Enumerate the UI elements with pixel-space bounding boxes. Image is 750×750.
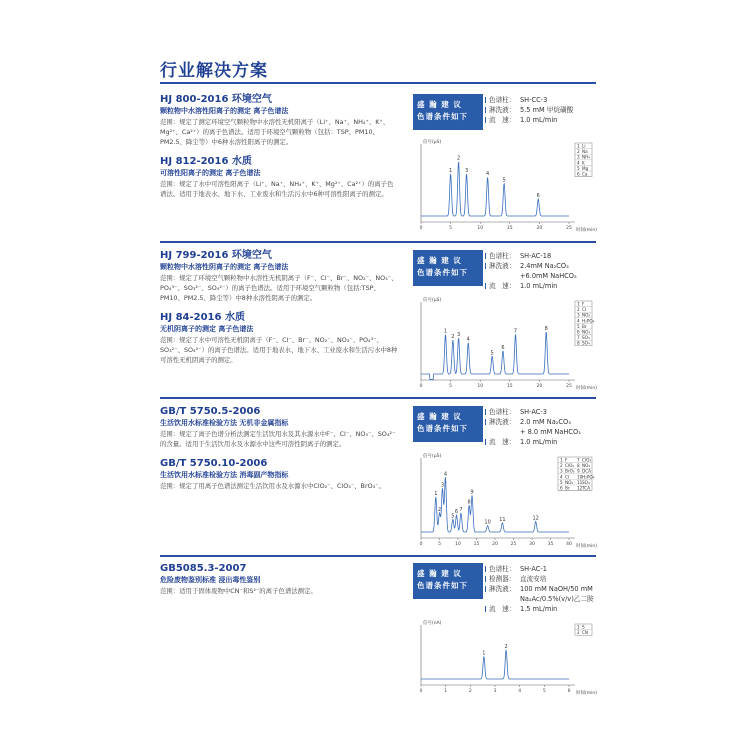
legend-index: 7	[577, 335, 580, 341]
standard-block	[160, 94, 398, 147]
section-hazardous-waste	[160, 563, 597, 696]
conditions-list	[485, 251, 597, 291]
x-tick-label: 5	[449, 384, 453, 389]
section-cation	[160, 94, 596, 238]
chromatogram	[413, 452, 597, 550]
condition-value: SH-CC-3	[520, 96, 548, 104]
legend-entry: F	[565, 457, 568, 463]
legend-entry: NO₂	[582, 312, 591, 318]
legend-index: 4	[560, 474, 563, 480]
peak-label: 9	[470, 489, 474, 496]
badge-line-2: 色谱条件如下	[417, 268, 468, 277]
legend-entry: F	[582, 301, 585, 307]
condition-row	[485, 271, 597, 281]
section-divider	[160, 397, 596, 399]
legend-index: 1	[577, 301, 580, 307]
condition-value: 1.0 mL/min	[520, 438, 558, 446]
x-tick-label: 20	[536, 384, 543, 389]
legend-index: 1	[560, 457, 563, 463]
legend-entry: H₂PO₄	[582, 474, 595, 480]
condition-key: 色谱柱：	[485, 407, 520, 417]
x-tick-label: 5	[449, 226, 453, 231]
chromatogram-svg	[413, 619, 597, 697]
x-tick-label: 20	[492, 542, 498, 547]
x-tick-label: 0	[419, 542, 423, 547]
condition-value: 直流安培	[520, 575, 547, 583]
x-tick-label: 5	[438, 542, 441, 547]
badge-line-1: 盛 瀚 建 议	[417, 412, 462, 421]
conditions-list	[485, 95, 597, 125]
condition-value: 2.4mM Na₂CO₃	[520, 262, 569, 270]
legend-entry: SO₄	[582, 340, 590, 346]
conditions-badge	[413, 563, 483, 599]
x-axis-label: 时间(min)	[576, 386, 597, 391]
peak-label: 1	[482, 650, 486, 657]
legend-entry: K	[582, 160, 585, 166]
peak-label: 2	[456, 155, 461, 162]
condition-value: 1.0 mL/min	[520, 282, 558, 290]
peak-label: 8	[467, 499, 471, 506]
legend-index: 2	[577, 307, 580, 313]
legend-index: 8	[577, 463, 580, 469]
badge-line-1: 盛 瀚 建 议	[417, 569, 462, 578]
peak-label: 1	[434, 491, 438, 497]
legend-entry: ClO₂	[565, 463, 575, 469]
condition-value: Na₂Ac/0.5%(v/v)乙二胺	[520, 595, 594, 603]
condition-key: 淋洗液：	[485, 417, 520, 427]
condition-value: + 8.0 mM NaHCO₃	[520, 428, 581, 436]
condition-value: 1.0 mL/min	[520, 116, 558, 124]
legend-index: 4	[577, 318, 580, 324]
standard-desc: 范围：规定了水中可溶性阳离子（Li⁺、Na⁺、NH₄⁺、K⁺、Mg²⁺、Ca²⁺）的离子色谱法。适用于地表水、地下水、工业废水和生活污水中6种可溶性阳离子的测定。	[160, 180, 394, 198]
standard-subtitle: 无机阴离子的测定 离子色谱法	[160, 325, 254, 333]
peak-label: 6	[454, 509, 459, 516]
standards-column	[160, 250, 398, 374]
legend-entry: NO₃	[582, 463, 591, 469]
condition-key: 色谱柱：	[485, 564, 520, 574]
peak-label: 5	[451, 513, 455, 520]
x-tick-label: 20	[536, 226, 543, 231]
legend-index: 2	[577, 630, 580, 636]
standard-subtitle: 可溶性阳离子的测定 离子色谱法	[160, 169, 261, 177]
legend-index: 9	[577, 468, 580, 474]
legend-entry: NO₃	[582, 329, 591, 335]
legend-index: 3	[560, 468, 563, 474]
x-tick-label: 10	[477, 226, 484, 231]
standard-title: GB/T 5750.10-2006	[160, 458, 268, 469]
legend-index: 6	[577, 171, 580, 177]
conditions-badge	[413, 406, 483, 442]
condition-row	[485, 251, 597, 261]
peak-label: 4	[443, 471, 448, 478]
y-axis-label: 信号(μS)	[423, 454, 442, 459]
legend-entry: Na	[582, 149, 588, 155]
legend-entry: BrO₃	[565, 468, 575, 474]
peak-label: 11	[499, 516, 506, 523]
standard-desc: 范围：规定了用离子色谱法测定生活饮用水及水源水中ClO₂⁻、ClO₃⁻、BrO₃⁻。	[160, 482, 385, 490]
legend-index: 5	[577, 323, 580, 329]
peak-label: 7	[459, 507, 463, 514]
series-line	[421, 650, 569, 679]
series-line	[421, 163, 569, 216]
condition-row	[485, 564, 597, 574]
condition-row	[485, 95, 597, 105]
standard-desc: 范围：规定了环境空气颗粒物中水溶性无机阴离子（F⁻、Cl⁻、Br⁻、NO₂⁻、NO₃⁻、PO₄³⁻、SO₃²⁻、SO₄²⁻）的离子色谱法。适用于环境空气颗粒物（包括:TSP、PM10、PM2.5、降尘等）中8种水溶性阴离子的测定。	[160, 274, 398, 302]
condition-key: 流 速：	[485, 115, 520, 125]
peak-label: 8	[544, 325, 548, 332]
legend-entry: S	[582, 624, 585, 630]
standard-title: HJ 812-2016 水质	[160, 156, 252, 167]
peak-label: 6	[501, 344, 505, 351]
legend-entry: Li	[582, 143, 586, 149]
legend-index: 3	[577, 312, 580, 318]
x-axis-label: 时间(min)	[576, 691, 597, 696]
condition-value: SH-AC-1	[520, 565, 547, 573]
standard-subtitle: 生活饮用水标准检验方法 无机非金属指标	[160, 419, 289, 427]
standard-subtitle: 危险废物鉴别标准 浸出毒性鉴别	[160, 576, 261, 584]
x-axis-label: 时间(min)	[576, 544, 597, 549]
condition-key: 色谱柱：	[485, 251, 520, 261]
condition-value: 5.5 mM 甲烷磺酸	[520, 106, 574, 114]
x-tick-label: 35	[547, 542, 554, 547]
standard-subtitle: 颗粒物中水溶性阳离子的测定 离子色谱法	[160, 107, 289, 115]
x-tick-label: 30	[529, 542, 535, 547]
chromatogram	[413, 138, 597, 234]
badge-line-2: 色谱条件如下	[417, 112, 468, 121]
standard-desc: 范围：规定了水中可溶性无机阴离子（F⁻、Cl⁻、Br⁻、NO₂⁻、NO₃⁻、PO₄³⁻、SO₃²⁻、SO₄²⁻）的离子色谱法。适用于地表水、地下水、工业废水和生活污水中8种可溶性无机阴离子的测定。	[160, 336, 398, 364]
peak-label: 4	[466, 336, 470, 343]
standard-block	[160, 563, 398, 596]
x-tick-label: 15	[473, 542, 480, 547]
condition-row	[485, 281, 597, 291]
legend-index: 5	[577, 165, 580, 171]
standard-block	[160, 250, 398, 303]
conditions-badge	[413, 250, 483, 286]
legend-index: 6	[560, 485, 563, 491]
legend-entry: Br	[582, 323, 587, 329]
x-tick-label: 2	[468, 689, 472, 694]
legend-entry: TCA	[582, 485, 591, 491]
condition-key: 流 速：	[485, 281, 520, 291]
section-divider	[160, 555, 596, 557]
condition-row	[485, 584, 597, 594]
x-tick-label: 0	[419, 384, 423, 389]
legend-entry: NO₂	[565, 479, 574, 485]
section-divider	[160, 241, 596, 243]
legend-entry: NH₄	[582, 154, 590, 160]
legend-index: 10	[577, 474, 583, 480]
standards-column	[160, 94, 398, 208]
badge-line-2: 色谱条件如下	[417, 581, 468, 590]
legend-index: 7	[577, 457, 580, 463]
legend-entry: H₂PO₄	[582, 318, 595, 324]
peak-label: 5	[490, 350, 494, 357]
legend-index: 5	[560, 479, 563, 485]
y-axis-label: 信号(nA)	[423, 621, 442, 626]
legend-index: 8	[577, 340, 580, 346]
x-tick-label: 15	[506, 226, 513, 231]
legend-index: 6	[577, 329, 580, 335]
peak-label: 4	[486, 171, 490, 178]
standard-title: HJ 799-2016 环境空气	[160, 250, 272, 261]
standard-subtitle: 颗粒物中水溶性阴离子的测定 离子色谱法	[160, 263, 289, 271]
legend-index: 2	[577, 149, 580, 155]
condition-key: 流 速：	[485, 437, 520, 447]
peak-label: 5	[502, 177, 506, 184]
standard-title: GB5085.3-2007	[160, 563, 247, 574]
legend-entry: CN	[582, 630, 589, 636]
x-axis-label: 时间(min)	[576, 228, 597, 233]
standard-title: HJ 84-2016 水质	[160, 312, 245, 323]
condition-key: 检测器：	[485, 574, 520, 584]
peak-label: 7	[513, 328, 518, 335]
x-tick-label: 3	[493, 689, 497, 694]
peak-label: 12	[532, 515, 539, 522]
chromatogram-svg	[413, 138, 597, 234]
standards-column	[160, 563, 398, 605]
condition-key: 淋洗液：	[485, 105, 520, 115]
peak-label: 1	[443, 328, 448, 335]
condition-value: 1.5 mL/min	[520, 605, 558, 613]
x-tick-label: 1	[444, 689, 448, 694]
chromatogram-svg	[413, 296, 597, 392]
title-rule	[160, 82, 596, 84]
legend-index: 11	[577, 479, 583, 485]
condition-row	[485, 417, 597, 427]
x-tick-label: 4	[518, 689, 522, 694]
condition-value: SH-AC-18	[520, 252, 552, 260]
condition-value: +6.0mM NaHCO₃	[520, 272, 577, 280]
peak-label: 2	[451, 334, 455, 340]
peak-label: 2	[504, 644, 508, 650]
standard-title: GB/T 5750.5-2006	[160, 406, 261, 417]
peak-label: 10	[484, 519, 491, 526]
x-tick-label: 25	[566, 384, 572, 389]
condition-row	[485, 115, 597, 125]
peak-label: 3	[456, 331, 461, 338]
legend-entry: Cl	[565, 474, 570, 480]
condition-row	[485, 574, 597, 584]
condition-value: 2.0 mM Na₂CO₃	[520, 418, 571, 426]
standard-block	[160, 312, 398, 365]
peak-label: 3	[464, 167, 469, 174]
legend-index: 1	[577, 624, 580, 630]
x-tick-label: 5	[542, 689, 546, 694]
condition-row	[485, 427, 597, 437]
conditions-list	[485, 407, 597, 447]
x-tick-label: 25	[566, 226, 572, 231]
condition-row	[485, 105, 597, 115]
conditions-list	[485, 564, 597, 614]
legend-entry: Ca	[582, 171, 588, 177]
x-tick-label: 15	[506, 384, 513, 389]
chromatogram-svg	[413, 452, 597, 550]
standard-block	[160, 156, 398, 199]
condition-row	[485, 261, 597, 271]
x-tick-label: 10	[455, 542, 461, 547]
legend-entry: ClO₃	[582, 457, 592, 463]
legend-entry: Mg	[582, 165, 589, 171]
x-tick-label: 0	[419, 689, 423, 694]
condition-key: 色谱柱：	[485, 95, 520, 105]
x-tick-label: 40	[566, 542, 572, 547]
x-tick-label: 0	[419, 226, 423, 231]
peak-label: 3	[440, 482, 445, 489]
legend-entry: SO₄	[582, 479, 590, 485]
x-tick-label: 10	[477, 384, 484, 389]
legend-entry: SO₃	[582, 335, 590, 341]
legend-index: 12	[577, 485, 583, 491]
conditions-badge	[413, 94, 483, 130]
y-axis-label: 信号(μS)	[423, 298, 442, 303]
badge-line-2: 色谱条件如下	[417, 424, 468, 433]
legend-index: 1	[577, 143, 580, 149]
legend-entry: Br	[565, 485, 570, 491]
peak-label: 2	[437, 507, 442, 514]
peak-label: 6	[536, 193, 540, 199]
standard-title: HJ 800-2016 环境空气	[160, 94, 272, 105]
condition-row	[485, 604, 597, 614]
standard-desc: 范围：规定了离子色谱分析法测定生活饮用水及其水源水中F⁻、Cl⁻、NO₃⁻、SO₄²⁻的含量。适用于生活饮用水及水源水中这些可溶性阴离子的测定。	[160, 430, 396, 448]
condition-row	[485, 407, 597, 417]
peak-label: 1	[449, 167, 453, 174]
condition-key: 淋洗液：	[485, 261, 520, 271]
condition-value: 100 mM NaOH/50 mM	[520, 585, 593, 593]
chromatogram	[413, 296, 597, 392]
condition-row	[485, 437, 597, 447]
y-axis-label: 信号(μS)	[423, 140, 442, 145]
series-line	[421, 333, 569, 380]
standard-subtitle: 生活饮用水标准检验方法 消毒副产物指标	[160, 471, 289, 479]
condition-key: 淋洗液：	[485, 584, 520, 594]
legend-index: 4	[577, 160, 580, 166]
standard-block	[160, 458, 398, 491]
badge-line-1: 盛 瀚 建 议	[417, 256, 462, 265]
legend-index: 2	[560, 463, 563, 469]
standard-desc: 范围：适用于固体废物中CN⁻和S²⁻的离子色谱法测定。	[160, 587, 317, 595]
section-anion	[160, 250, 596, 400]
condition-value: SH-AC-3	[520, 408, 547, 416]
condition-row	[485, 594, 597, 604]
legend-entry: Cl	[582, 307, 587, 313]
condition-key: 流 速：	[485, 604, 520, 614]
chromatogram	[413, 619, 597, 697]
standards-column	[160, 406, 398, 500]
badge-line-1: 盛 瀚 建 议	[417, 100, 462, 109]
x-tick-label: 25	[510, 542, 517, 547]
standard-desc: 范围：规定了测定环境空气颗粒物中水溶性无机阳离子（Li⁺、Na⁺、NH₄⁺、K⁺、Mg²⁺、Ca²⁺）的离子色谱法。适用于环境空气颗粒物（包括：TSP、PM10、PM2.5、降尘等）中6种水溶性阳离子的测定。	[160, 118, 390, 146]
page-title: 行业解决方案	[160, 61, 268, 81]
legend-entry: DCA	[582, 468, 592, 474]
section-drinking-water	[160, 406, 596, 552]
legend-index: 3	[577, 154, 580, 160]
standard-block	[160, 406, 398, 449]
x-tick-label: 6	[567, 689, 571, 694]
